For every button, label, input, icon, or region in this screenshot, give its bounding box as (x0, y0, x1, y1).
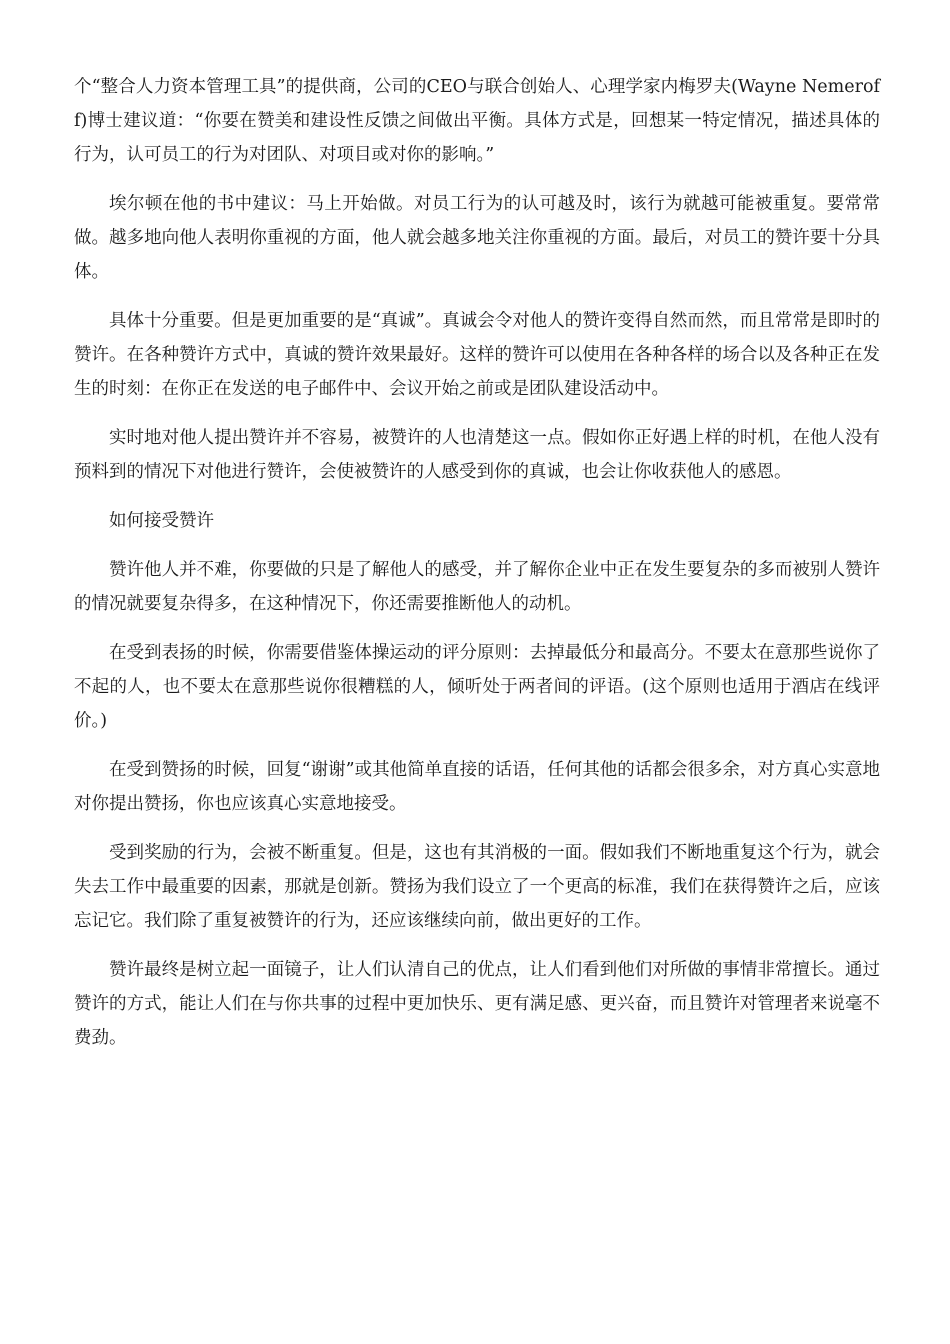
paragraph: 在受到表扬的时候，你需要借鉴体操运动的评分原则：去掉最低分和最高分。不要太在意那些说你了不起的人，也不要太在意那些说你很糟糕的人，倾听处于两者间的评语。(这个原则也适用于酒店在线评价。) (74, 643, 880, 731)
paragraph: 实时地对他人提出赞许并不容易，被赞许的人也清楚这一点。假如你正好遇上样的时机，在他人没有预料到的情况下对他进行赞许，会使被赞许的人感受到你的真诚，也会让你收获他人的感恩。 (74, 428, 880, 482)
document-body (74, 70, 880, 1070)
paragraph: 赞许他人并不难，你要做的只是了解他人的感受，并了解你企业中正在发生要复杂的多而被别人赞许的情况就要复杂得多，在这种情况下，你还需要推断他人的动机。 (74, 560, 880, 614)
paragraph: 在受到赞扬的时候，回复“谢谢”或其他简单直接的话语，任何其他的话都会很多余，对方真心实意地对你提出赞扬，你也应该真心实意地接受。 (74, 760, 880, 814)
paragraph: 赞许最终是树立起一面镜子，让人们认清自己的优点，让人们看到他们对所做的事情非常擅长。通过赞许的方式，能让人们在与你共事的过程中更加快乐、更有满足感、更兴奋，而且赞许对管理者来说毫不费劲。 (74, 960, 880, 1048)
paragraph: 埃尔顿在他的书中建议：马上开始做。对员工行为的认可越及时，该行为就越可能被重复。要常常做。越多地向他人表明你重视的方面，他人就会越多地关注你重视的方面。最后，对员工的赞许要十分具体。 (74, 194, 880, 282)
section-heading: 如何接受赞许 (109, 511, 214, 531)
paragraph-continuation: 个“整合人力资本管理工具”的提供商，公司的CEO与联合创始人、心理学家内梅罗夫(Wayne Nemeroff)博士建议道：“你要在赞美和建设性反馈之间做出平衡。具体方式是，回想某一特定情况，描述具体的行为，认可员工的行为对团队、对项目或对你的影响。” (74, 77, 880, 165)
paragraph: 具体十分重要。但是更加重要的是“真诚”。真诚会令对他人的赞许变得自然而然，而且常常是即时的赞许。在各种赞许方式中，真诚的赞许效果最好。这样的赞许可以使用在各种各样的场合以及各种正在发生的时刻：在你正在发送的电子邮件中、会议开始之前或是团队建设活动中。 (74, 311, 880, 399)
paragraph: 受到奖励的行为，会被不断重复。但是，这也有其消极的一面。假如我们不断地重复这个行为，就会失去工作中最重要的因素，那就是创新。赞扬为我们设立了一个更高的标准，我们在获得赞许之后，应该忘记它。我们除了重复被赞许的行为，还应该继续向前，做出更好的工作。 (74, 843, 880, 931)
